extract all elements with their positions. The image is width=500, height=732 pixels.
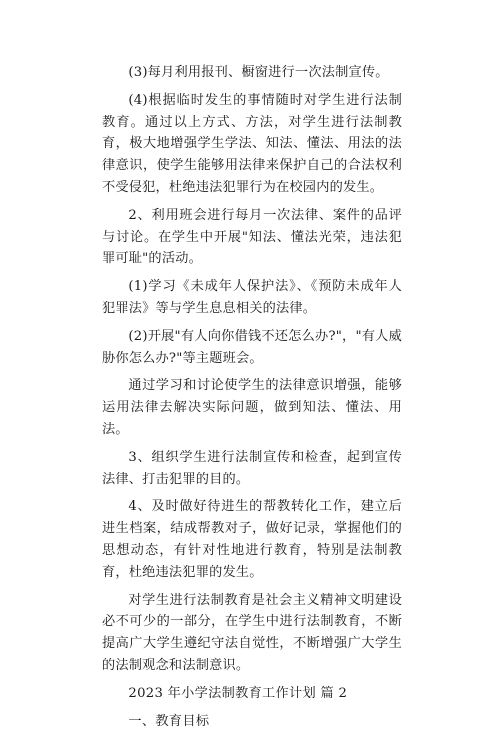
paragraph-mentoring: 4、及时做好待进生的帮教转化工作，建立后进生档案，结成帮教对子，做好记录，掌握他们的思想动态，有针对性地进行教育，特别是法制教育，杜绝违法犯罪的发生。 [102, 499, 402, 580]
paragraph-item-3: (3)每月利用报刊、橱窗进行一次法制宣传。 [128, 65, 389, 80]
paragraph-conclusion: 对学生进行法制教育是社会主义精神文明建设必不可少的一部分，在学生中进行法制教育，不断提高广大学生遵纪守法自觉性，不断增强广大学生的法制观念和法制意识。 [102, 592, 402, 673]
paragraph-item-4: (4)根据临时发生的事情随时对学生进行法制教育。通过以上方式、方法，对学生进行法制教育，极大地增强学生学法、知法、懂法、用法的法律意识，使学生能够用法律来保护自己的合法权利不受侵犯，杜绝违法犯罪行为在校园内的发生。 [102, 92, 402, 195]
paragraph-publicity-inspection: 3、组织学生进行法制宣传和检查，起到宣传法律、打击犯罪的目的。 [102, 449, 402, 487]
paragraph-theme-meetings: (2)开展"有人向你借钱不还怎么办?"，"有人威胁你怎么办?"等主题班会。 [102, 328, 402, 366]
section-title: 2023 年小学法制教育工作计划 篇 2 [128, 685, 348, 701]
subheading: 一、教育目标 [128, 713, 210, 729]
document-body [102, 62, 402, 732]
paragraph-learning-outcome: 通过学习和讨论使学生的法律意识增强，能够运用法律去解决实际问题，做到知法、懂法、用法。 [102, 378, 402, 437]
paragraph-class-meeting: 2、利用班会进行每月一次法律、案件的品评与讨论。在学生中开展"知法、懂法光荣，违法犯罪可耻"的活动。 [102, 207, 402, 267]
paragraph-study-laws: (1)学习《未成年人保护法》、《预防未成年人犯罪法》等与学生息息相关的法律。 [102, 279, 402, 316]
